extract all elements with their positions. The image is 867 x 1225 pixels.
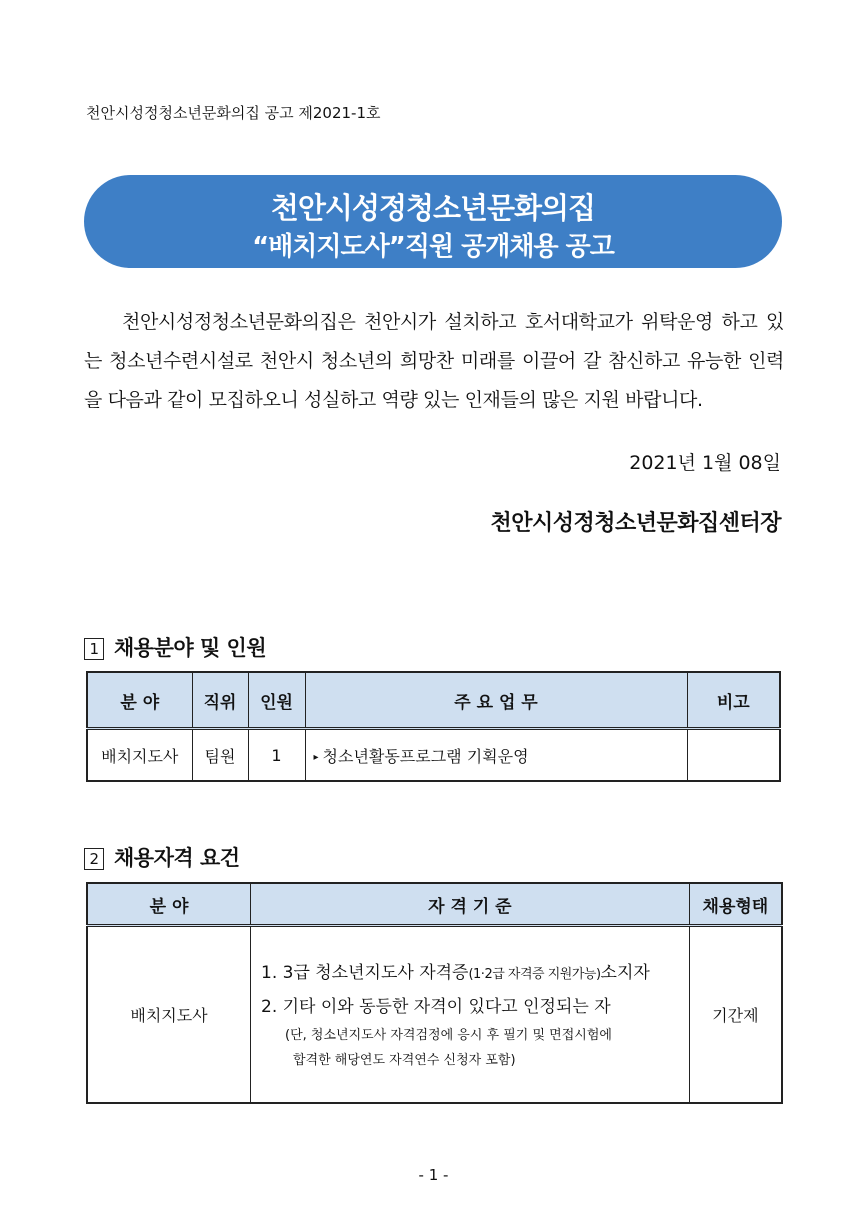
cell-duties xyxy=(305,729,687,782)
cell-criteria xyxy=(251,926,690,1104)
cell-count: 1 xyxy=(248,729,305,782)
criteria-1-small: (1·2급 자격증 지원가능) xyxy=(468,966,601,982)
section-2-number: 2 xyxy=(84,848,104,870)
intro-text: 천안시성정청소년문화의집은 천안시가 설치하고 호서대학교가 위탁운영 하고 있는 청소년수련시설로 천안시 청소년의 희망찬 미래를 이끌어 갈 참신하고 유능한 인력을 다음과 같이 모집하오니 성실하고 역량 있는 인재들의 많은 지원 바랍니다. xyxy=(84,311,784,411)
bullet-triangle-icon: ▸ xyxy=(313,751,319,763)
notice-number: 천안시성정청소년문화의집 공고 제2021-1호 xyxy=(86,104,381,122)
header-field: 분 야 xyxy=(87,883,251,926)
section-1-title xyxy=(84,632,266,662)
table-header-row xyxy=(87,672,780,729)
criteria-note-1: (단, 청소년지도사 자격검정에 응시 후 필기 및 면접시험에 xyxy=(285,1027,612,1043)
qualification-table xyxy=(86,882,783,1104)
title-line-2: “배치지도사”직원 공개채용 공고 xyxy=(252,232,614,262)
cell-note xyxy=(687,729,780,782)
duty-text: 청소년활동프로그램 기획운영 xyxy=(322,746,529,766)
header-count: 인원 xyxy=(248,672,305,729)
cell-field: 배치지도사 xyxy=(87,729,192,782)
table-row xyxy=(87,729,780,782)
section-1-number: 1 xyxy=(84,638,104,660)
section-1-title-text: 채용분야 및 인원 xyxy=(114,636,267,660)
header-duties: 주 요 업 무 xyxy=(305,672,687,729)
section-2-title-text: 채용자격 요건 xyxy=(114,846,240,870)
intro-paragraph xyxy=(84,303,784,420)
header-employment-type: 채용형태 xyxy=(689,883,782,926)
criteria-1-suffix: 소지자 xyxy=(600,962,650,983)
header-note: 비고 xyxy=(687,672,780,729)
header-position: 직위 xyxy=(192,672,248,729)
notice-date: 2021년 1월 08일 xyxy=(629,452,781,474)
header-field: 분 야 xyxy=(87,672,192,729)
cell-employment-type: 기간제 xyxy=(689,926,782,1104)
criteria-item-2: 2. 기타 이와 동등한 자격이 있다고 인정되는 자 xyxy=(261,996,611,1017)
table-header-row xyxy=(87,883,782,926)
table-row xyxy=(87,926,782,1104)
cell-position: 팀원 xyxy=(192,729,248,782)
criteria-item-1 xyxy=(261,957,689,991)
title-banner xyxy=(84,175,782,268)
page-number: - 1 - xyxy=(418,1166,449,1184)
header-criteria: 자 격 기 준 xyxy=(251,883,690,926)
title-line-1: 천안시성정청소년문화의집 xyxy=(270,191,596,225)
signer: 천안시성정청소년문화집센터장 xyxy=(490,511,781,536)
recruitment-table xyxy=(86,671,781,782)
criteria-1-main: 1. 3급 청소년지도사 자격증 xyxy=(261,962,469,983)
section-2-title xyxy=(84,842,240,872)
criteria-note-2: 합격한 해당연도 자격연수 신청자 포함) xyxy=(293,1052,516,1068)
cell-field: 배치지도사 xyxy=(87,926,251,1104)
